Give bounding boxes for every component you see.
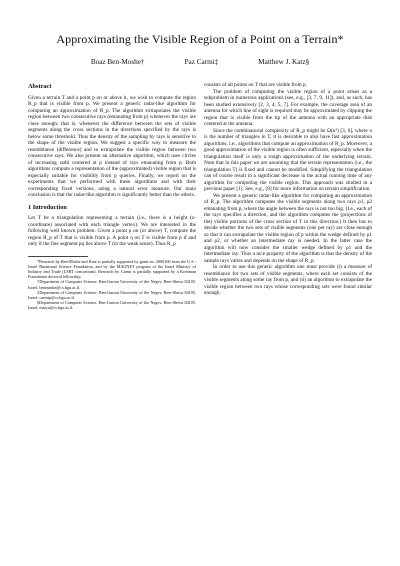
abstract-text: Given a terrain T and a point p on or above it, we wish to compute the region R_p that is visible from p. We present a generic radar-like algorithm for computing an approximation of R_p. The algorithm extrapolates the visible region between two consecutive rays (emanating from p) whenever the rays are close enough; that is, whenever the difference between the sets of visible segments along the cross sections in the directions specified by the rays is below some threshold. Thus the density of the sampling by rays is sensitive to the shape of the visible region. We suggest a specific way to measure the resemblance (difference) and to extrapolate the visible region between two consecutive rays. We also present an alternative algorithm, which uses circles of increasing radii centered at p instead of rays emanating from p. Both algorithms compute a representation of the (approximated) visible region that is especially suitable for visibility from p queries. Finally, we report on the experiments that we performed with these algorithms and with their corresponding fixed versions, using a natural error measure. Our main conclusion is that the radar-like algorithm is significantly better than the others. — [28, 94, 196, 198]
author-name: Boaz Ben-Moshe† — [90, 58, 145, 66]
footnote: *Research by Ben-Moshe and Katz is partially supported by grant no. 2000160 from the U.S.-Israel Binational Science Foundation, and by the MAGNET program of the Israel Ministry of Industry and Trade (LSRT consortium). Research by Carmi is partially supported by a Kreitman Foundation doctoral fellowship. — [28, 258, 196, 280]
section-heading: 1 Introduction — [28, 203, 67, 211]
body-paragraph: The problem of computing the visible region of a point arises as a subproblem in numerous applications (see, e.g., [3, 7, 9, 11]), and, as such, has been studied extensively [2, 3, 4, 5, 7]. For example, the coverage area of an antenna for which line of sight is required may be approximated by clipping the region that is visible from the tip of the antenna with an appropriate disk centered at the antenna. — [204, 88, 372, 127]
footnote: §Department of Computer Science, Ben-Gurion University of the Negev, Beer-Sheva 84105, Israel, matya@cs.bgu.ac.il. — [28, 300, 196, 311]
body-paragraph: consists of all points on T that are visible from p. — [204, 82, 307, 88]
abstract-heading: Abstract — [28, 83, 52, 90]
author-list — [0, 58, 400, 66]
body-paragraph: Since the combinatorial complexity of R_p might be Ω(n²) [3, 6], where n is the number of triangles in T, it is desirable to also have fast approximation algorithms, i.e., algorithms that compute an approximation of R_p. Moreover, a good approximation of the visible region is often sufficient, especially when the triangulation itself is only a rough approximation of the underlying terrain. Note that in this paper we are assuming that the terrain representation (i.e., the triangulation T) is fixed and cannot be modified. Simplifying the triangulation can of course result in a significant decrease in the actual running time of any algorithm for computing the visible region. This approach was studied in a previous paper [1]. See, e.g., [8] for more information on terrain simplification. — [204, 127, 372, 192]
body-paragraph: We present a generic radar-like algorithm for computing an approximation of R_p. The algorithm computes the visible segments along two rays ρ1, ρ2 emanating from p, where the angle between the rays is not too big. (I.e., each of the rays specifies a direction, and the algorithm computes the (projections of the) visible portions of the cross section of T in this direction.) It then has to decide whether the two sets of visible segments (one per ray) are close enough so that it can extrapolate the visible region of p within the wedge defined by ρ1 and ρ2, or whether an intermediate ray is needed. In the latter case the algorithm will now consider the smaller wedge defined by ρ1 and the intermediate ray. Thus a nice property of the algorithm is that the density of the sample rays varies and depends on the shape of R_p. — [204, 192, 372, 264]
footnote: ‡Department of Computer Science, Ben-Gurion University of the Negev, Beer-Sheva 84105, Israel, carmip@cs.bgu.ac.il. — [28, 289, 196, 300]
intro-paragraph: Let T be a triangulation representing a terrain (i.e., there is a height (z-coordinate) associated with each triangle vertex). We are interested in the following well known problem. Given a point p on (or above) T, compute the region R_p of T that is visible from p. A point q on T is visible from p if and only if the line segment pq lies above T (in the weak sense). Thus R_p — [28, 215, 196, 247]
author-name: Paz Carmi‡ — [184, 58, 219, 66]
body-paragraph: In order to use this generic algorithm one must provide (i) a measure of resemblance for two sets of visible segments, where each set consists of the visible segments along some ray from p, and (ii) an algorithm to extrapolate the visible region between two rays whose corresponding sets were found similar enough. — [204, 264, 372, 296]
right-column — [204, 82, 372, 297]
author-name: Matthew J. Katz§ — [258, 58, 310, 66]
footnote: †Department of Computer Science, Ben-Gurion University of the Negev, Beer-Sheva 84105, Israel, benmoshe@cs.bgu.ac.il. — [28, 279, 196, 290]
left-column — [28, 82, 196, 311]
paper-title: Approximating the Visible Region of a Point on a Terrain* — [56, 32, 344, 46]
